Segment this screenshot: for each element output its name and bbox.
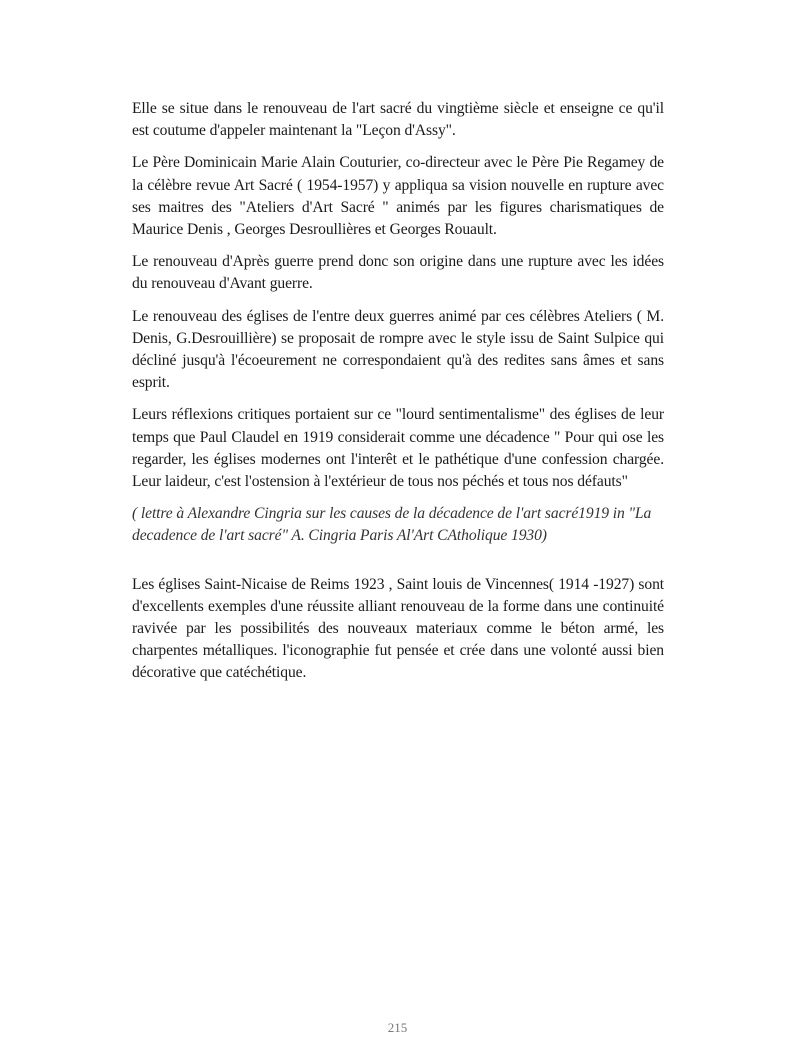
paragraph-entre-deux-guerres: Le renouveau des églises de l'entre deux guerres animé par ces célèbres Ateliers ( M. Denis, G.Desrouillière) se proposait de rompre avec le style issu de Saint Sulpice qui décliné jusqu'à l'écoeurement ne correspondaient qu'à des redites sans âmes et sans esprit. — [132, 307, 664, 392]
page-number: 215 — [387, 1020, 408, 1035]
paragraph-renouveau-apres-guerre: Le renouveau d'Après guerre prend donc son origine dans une rupture avec les idées du renouveau d'Avant guerre. — [132, 253, 664, 293]
paragraph-saint-nicaise: Les églises Saint-Nicaise de Reims 1923 , Saint louis de Vincennes( 1914 -1927) sont d'excellents exemples d'une réussite alliant renouveau de la forme dans une continuité ravivée par les possibilités des nouveaux materiaux comme le béton armé, les charpentes métalliques. l'iconographie fut pensée et crée dans une volonté aussi bien décorative que catéchétique. — [132, 575, 664, 682]
paragraph-claudel-quote: Leurs réflexions critiques portaient sur ce "lourd sentimentalisme" des églises de leur temps que Paul Claudel en 1919 considerait comme une décadence " Pour qui ose les regarder, les églises modernes ont l'interêt et le pathétique d'une confession chargée. Leur laideur, c'est l'ostension à l'extérieur de tous nos péchés et tous nos défauts" — [132, 406, 664, 491]
citation-cingria: ( lettre à Alexandre Cingria sur les causes de la décadence de l'art sacré1919 in "La decadence de l'art sacré" A. Cingria Paris Al'Art CAtholique 1930) — [132, 505, 652, 545]
paragraph-lecon-dassy: Elle se situe dans le renouveau de l'art sacré du vingtième siècle et enseigne ce qu'il est coutume d'appeler maintenant la "Leçon d'Assy". — [132, 100, 664, 140]
paragraph-couturier: Le Père Dominicain Marie Alain Couturier, co-directeur avec le Père Pie Regamey de la célèbre revue Art Sacré ( 1954-1957) y appliqua sa vision nouvelle en rupture avec ses maitres des "Ateliers d'Art Sacré " animés par les figures charismatiques de Maurice Denis , Georges Desroullières et Georges Rouault. — [132, 154, 664, 239]
page-body — [132, 98, 664, 695]
